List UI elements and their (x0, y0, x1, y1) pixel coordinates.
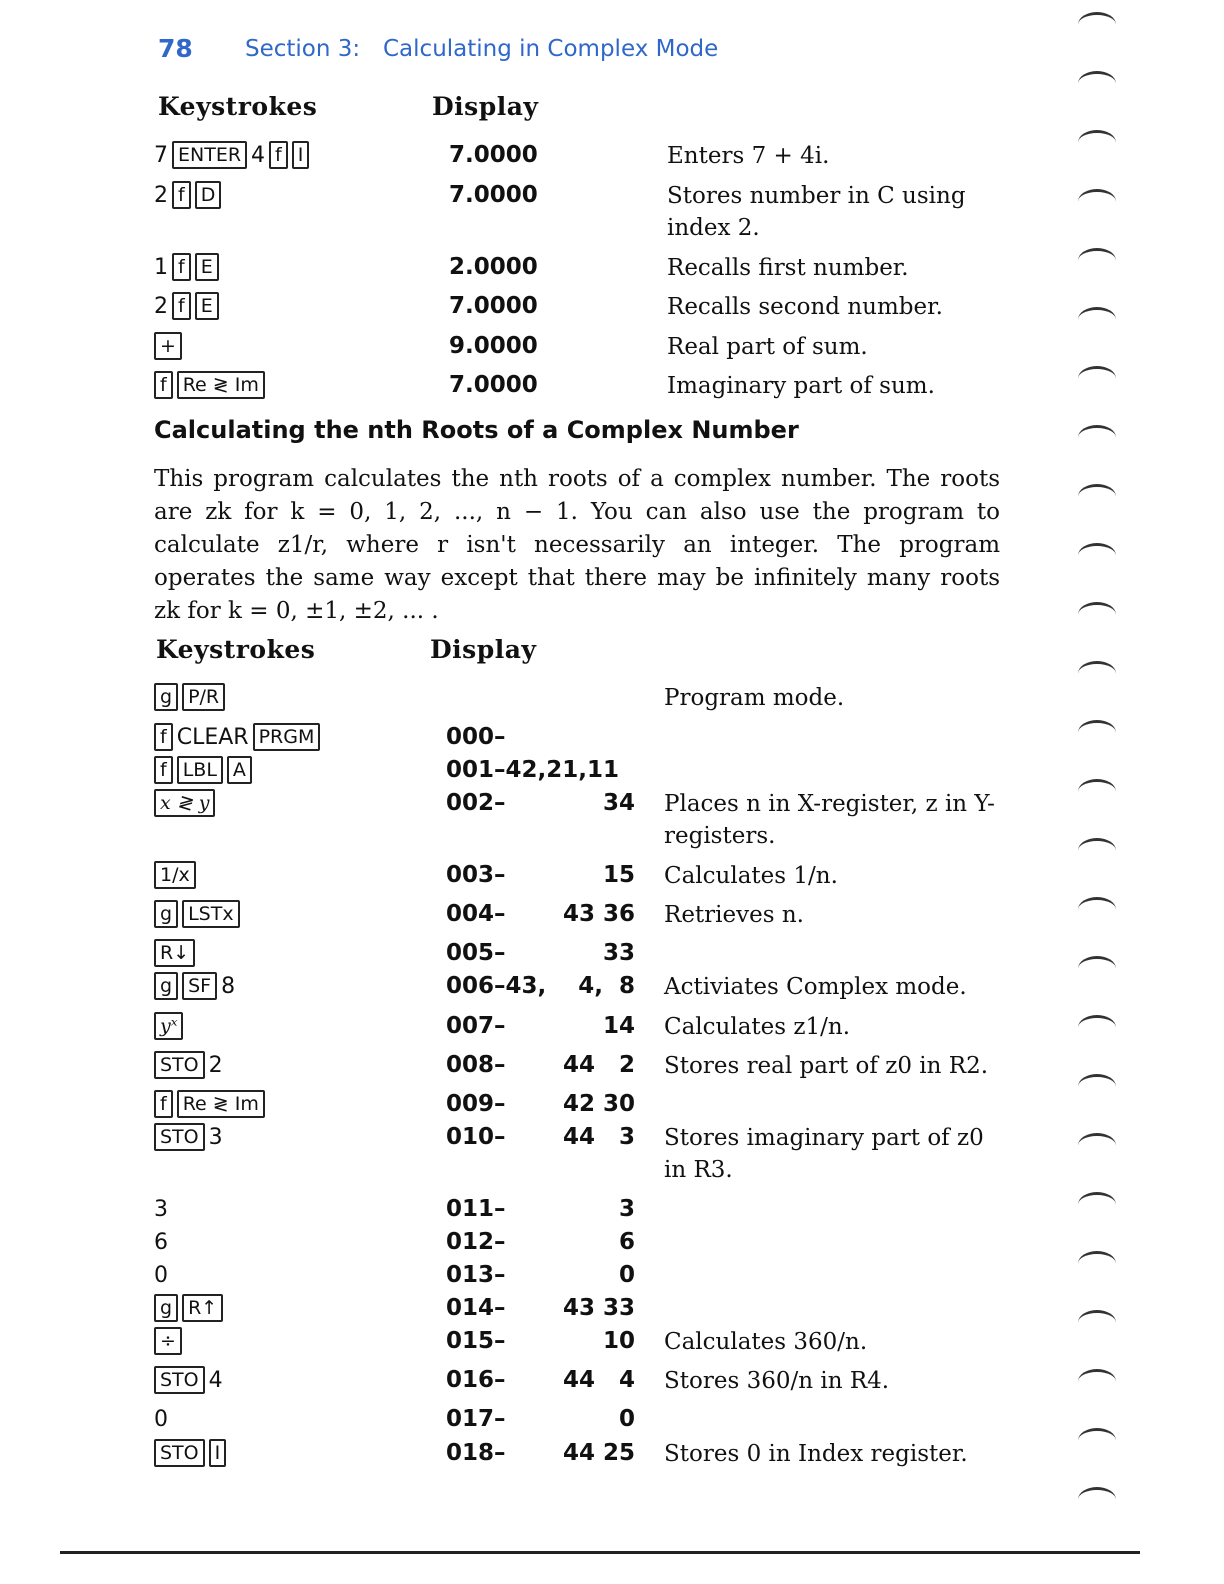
description: Imaginary part of sum. (667, 373, 935, 399)
bottom-rule (60, 1551, 1140, 1554)
step-number: 007– (446, 1013, 506, 1039)
binding-ring (1078, 1251, 1116, 1276)
step-number: 013– (446, 1262, 506, 1288)
description: Places n in X-register, z in Y-registers. (664, 791, 995, 849)
page-number: 78 (158, 34, 193, 63)
step-number: 005– (446, 940, 506, 966)
display-value: 7.0000 (449, 293, 538, 319)
calculator-key: f (154, 723, 173, 751)
binding-ring (1078, 956, 1116, 981)
step-number: 003– (446, 862, 506, 888)
key-code: 6 (618, 1229, 635, 1255)
display-value: 7.0000 (449, 182, 538, 208)
keystroke-digit: 3 (154, 1196, 168, 1222)
keystroke-digit: 0 (154, 1262, 168, 1288)
key-code: 34 (602, 790, 635, 816)
step-number: 017– (446, 1406, 506, 1432)
step-number: 015– (446, 1328, 506, 1354)
description: Stores 0 in Index register. (664, 1441, 968, 1467)
keystroke-sequence (154, 291, 219, 321)
key-code: 44 3 (562, 1124, 635, 1150)
keystroke-sequence (154, 1227, 168, 1257)
calculator-key: ÷ (154, 1327, 182, 1355)
binding-ring (1078, 248, 1116, 273)
keystroke-sequence (154, 1089, 265, 1119)
display-heading: Display (432, 92, 539, 121)
calculator-key: R↓ (154, 939, 195, 967)
keystroke-sequence (154, 1122, 223, 1152)
keystroke-sequence (154, 1011, 183, 1041)
calculator-key: g (154, 683, 178, 711)
keystroke-sequence (154, 252, 219, 282)
step-number: 011– (446, 1196, 506, 1222)
keystroke-digit: 2 (154, 293, 168, 319)
key-code: 44 25 (562, 1440, 635, 1466)
binding-ring (1078, 1487, 1116, 1512)
key-code: 4, 8 (578, 973, 635, 999)
keystroke-sequence (154, 899, 240, 929)
calculator-key: Re ≷ Im (177, 1090, 265, 1118)
keystroke-digit: 2 (154, 182, 168, 208)
key-code: 14 (602, 1013, 635, 1039)
description: Calculates 360/n. (664, 1329, 868, 1355)
description: Stores real part of z0 in R2. (664, 1053, 989, 1079)
keystroke-digit: 3 (208, 1124, 223, 1150)
chapter-title: Calculating in Complex Mode (383, 36, 719, 62)
calculator-key: f (172, 181, 191, 209)
keystroke-sequence (154, 140, 309, 170)
description: Recalls first number. (667, 255, 909, 281)
binding-ring (1078, 1369, 1116, 1394)
keystroke-digit: CLEAR (176, 724, 249, 750)
calculator-key: g (154, 900, 178, 928)
description: Program mode. (664, 685, 845, 711)
calculator-key: yˣ (154, 1012, 183, 1040)
key-code: 42 30 (562, 1091, 635, 1117)
calculator-key: I (209, 1439, 227, 1467)
calculator-key: R↑ (182, 1294, 223, 1322)
key-code: 33 (602, 940, 635, 966)
keystroke-sequence (154, 755, 252, 785)
calculator-key: STO (154, 1439, 205, 1467)
calculator-key: D (195, 181, 222, 209)
key-code: 15 (602, 862, 635, 888)
calculator-key: + (154, 332, 182, 360)
description: Enters 7 + 4i. (667, 143, 830, 169)
step-number: 001–42,21,11 (446, 757, 620, 783)
keystroke-digit: 8 (221, 973, 236, 999)
binding-ring (1078, 12, 1116, 37)
section-title: Calculating the nth Roots of a Complex Number (154, 416, 799, 444)
binding-rings (1078, 0, 1128, 1584)
keystroke-sequence (154, 331, 182, 361)
display-value: 2.0000 (449, 254, 538, 280)
description: Retrieves n. (664, 902, 804, 928)
calculator-key: f (154, 371, 173, 399)
key-code: 10 (602, 1328, 635, 1354)
calculator-key: STO (154, 1051, 205, 1079)
step-number: 010– (446, 1124, 506, 1150)
keystroke-sequence (154, 1365, 223, 1395)
step-number: 016– (446, 1367, 506, 1393)
display-heading-2: Display (430, 635, 537, 664)
binding-ring (1078, 838, 1116, 863)
keystroke-sequence (154, 180, 221, 210)
key-code: 43 36 (562, 901, 635, 927)
binding-ring (1078, 1310, 1116, 1335)
binding-ring (1078, 1133, 1116, 1158)
binding-ring (1078, 720, 1116, 745)
step-number: 000– (446, 724, 506, 750)
keystroke-digit: 4 (208, 1367, 223, 1393)
step-number: 004– (446, 901, 506, 927)
step-number: 002– (446, 790, 506, 816)
keystroke-digit: 2 (208, 1052, 223, 1078)
description: Activiates Complex mode. (664, 974, 967, 1000)
calculator-key: E (195, 292, 219, 320)
step-number: 009– (446, 1091, 506, 1117)
key-code: 44 4 (562, 1367, 635, 1393)
calculator-key: LBL (177, 756, 223, 784)
key-code: 0 (618, 1262, 635, 1288)
binding-ring (1078, 602, 1116, 627)
calculator-key: g (154, 1294, 178, 1322)
binding-ring (1078, 189, 1116, 214)
description: Stores number in C using index 2. (667, 183, 966, 241)
keystroke-sequence (154, 370, 265, 400)
calculator-key: ENTER (172, 141, 247, 169)
binding-ring (1078, 1192, 1116, 1217)
keystroke-sequence (154, 1293, 223, 1323)
calculator-key: x ≷ y (154, 789, 215, 817)
step-number: 008– (446, 1052, 506, 1078)
section-label: Section 3: (245, 36, 361, 62)
binding-ring (1078, 484, 1116, 509)
binding-ring (1078, 543, 1116, 568)
keystrokes-heading: Keystrokes (158, 92, 318, 121)
keystroke-sequence (154, 682, 225, 712)
keystrokes-heading-2: Keystrokes (156, 635, 316, 664)
display-value: 7.0000 (449, 142, 538, 168)
binding-ring (1078, 307, 1116, 332)
binding-ring (1078, 1428, 1116, 1453)
step-number: 018– (446, 1440, 506, 1466)
description: Recalls second number. (667, 294, 943, 320)
step-number: 012– (446, 1229, 506, 1255)
keystroke-digit: 6 (154, 1229, 168, 1255)
keystroke-sequence (154, 1438, 226, 1468)
keystroke-sequence (154, 788, 215, 818)
binding-ring (1078, 1074, 1116, 1099)
key-code: 3 (618, 1196, 635, 1222)
keystroke-sequence (154, 1050, 223, 1080)
calculator-key: SF (182, 972, 217, 1000)
calculator-key: LSTx (182, 900, 240, 928)
calculator-key: f (154, 756, 173, 784)
calculator-key: STO (154, 1366, 205, 1394)
keystroke-sequence (154, 1194, 168, 1224)
calculator-key: g (154, 972, 178, 1000)
binding-ring (1078, 779, 1116, 804)
calculator-key: P/R (182, 683, 225, 711)
keystroke-sequence (154, 1260, 168, 1290)
calculator-key: Re ≷ Im (177, 371, 265, 399)
key-code: 43 33 (562, 1295, 635, 1321)
calculator-key: I (292, 141, 310, 169)
calculator-key: PRGM (253, 723, 321, 751)
keystroke-sequence (154, 1404, 168, 1434)
display-value: 9.0000 (449, 333, 538, 359)
calculator-key: 1/x (154, 861, 196, 889)
key-code: 44 2 (562, 1052, 635, 1078)
binding-ring (1078, 897, 1116, 922)
calculator-key: f (269, 141, 288, 169)
description: Stores imaginary part of z0 in R3. (664, 1125, 984, 1183)
section-paragraph: This program calculates the nth roots of a complex number. The roots are zk for k = 0, 1, 2, ..., n − 1. You can also use the program to calculate z1/r, where r isn't necessarily an integer. The program operates the same way except that there may be infinitely many roots zk for k = 0, ±1, ±2, ... . (154, 466, 1000, 624)
keystroke-sequence (154, 860, 196, 890)
calculator-key: STO (154, 1123, 205, 1151)
calculator-key: A (227, 756, 252, 784)
keystroke-digit: 7 (154, 142, 168, 168)
keystroke-sequence (154, 938, 195, 968)
display-value: 7.0000 (449, 372, 538, 398)
calculator-key: f (154, 1090, 173, 1118)
binding-ring (1078, 130, 1116, 155)
keystroke-sequence (154, 722, 320, 752)
step-number: 014– (446, 1295, 506, 1321)
binding-ring (1078, 1015, 1116, 1040)
calculator-key: E (195, 253, 219, 281)
description: Calculates 1/n. (664, 863, 838, 889)
description: Calculates z1/n. (664, 1014, 851, 1040)
keystroke-sequence (154, 971, 235, 1001)
binding-ring (1078, 661, 1116, 686)
binding-ring (1078, 366, 1116, 391)
calculator-key: f (172, 253, 191, 281)
keystroke-sequence (154, 1326, 182, 1356)
keystroke-digit: 0 (154, 1406, 168, 1432)
description: Stores 360/n in R4. (664, 1368, 890, 1394)
keystroke-digit: 1 (154, 254, 168, 280)
description: Real part of sum. (667, 334, 868, 360)
step-number: 006–43, (446, 973, 547, 999)
keystroke-digit: 4 (251, 142, 266, 168)
binding-ring (1078, 425, 1116, 450)
calculator-key: f (172, 292, 191, 320)
binding-ring (1078, 71, 1116, 96)
key-code: 0 (618, 1406, 635, 1432)
